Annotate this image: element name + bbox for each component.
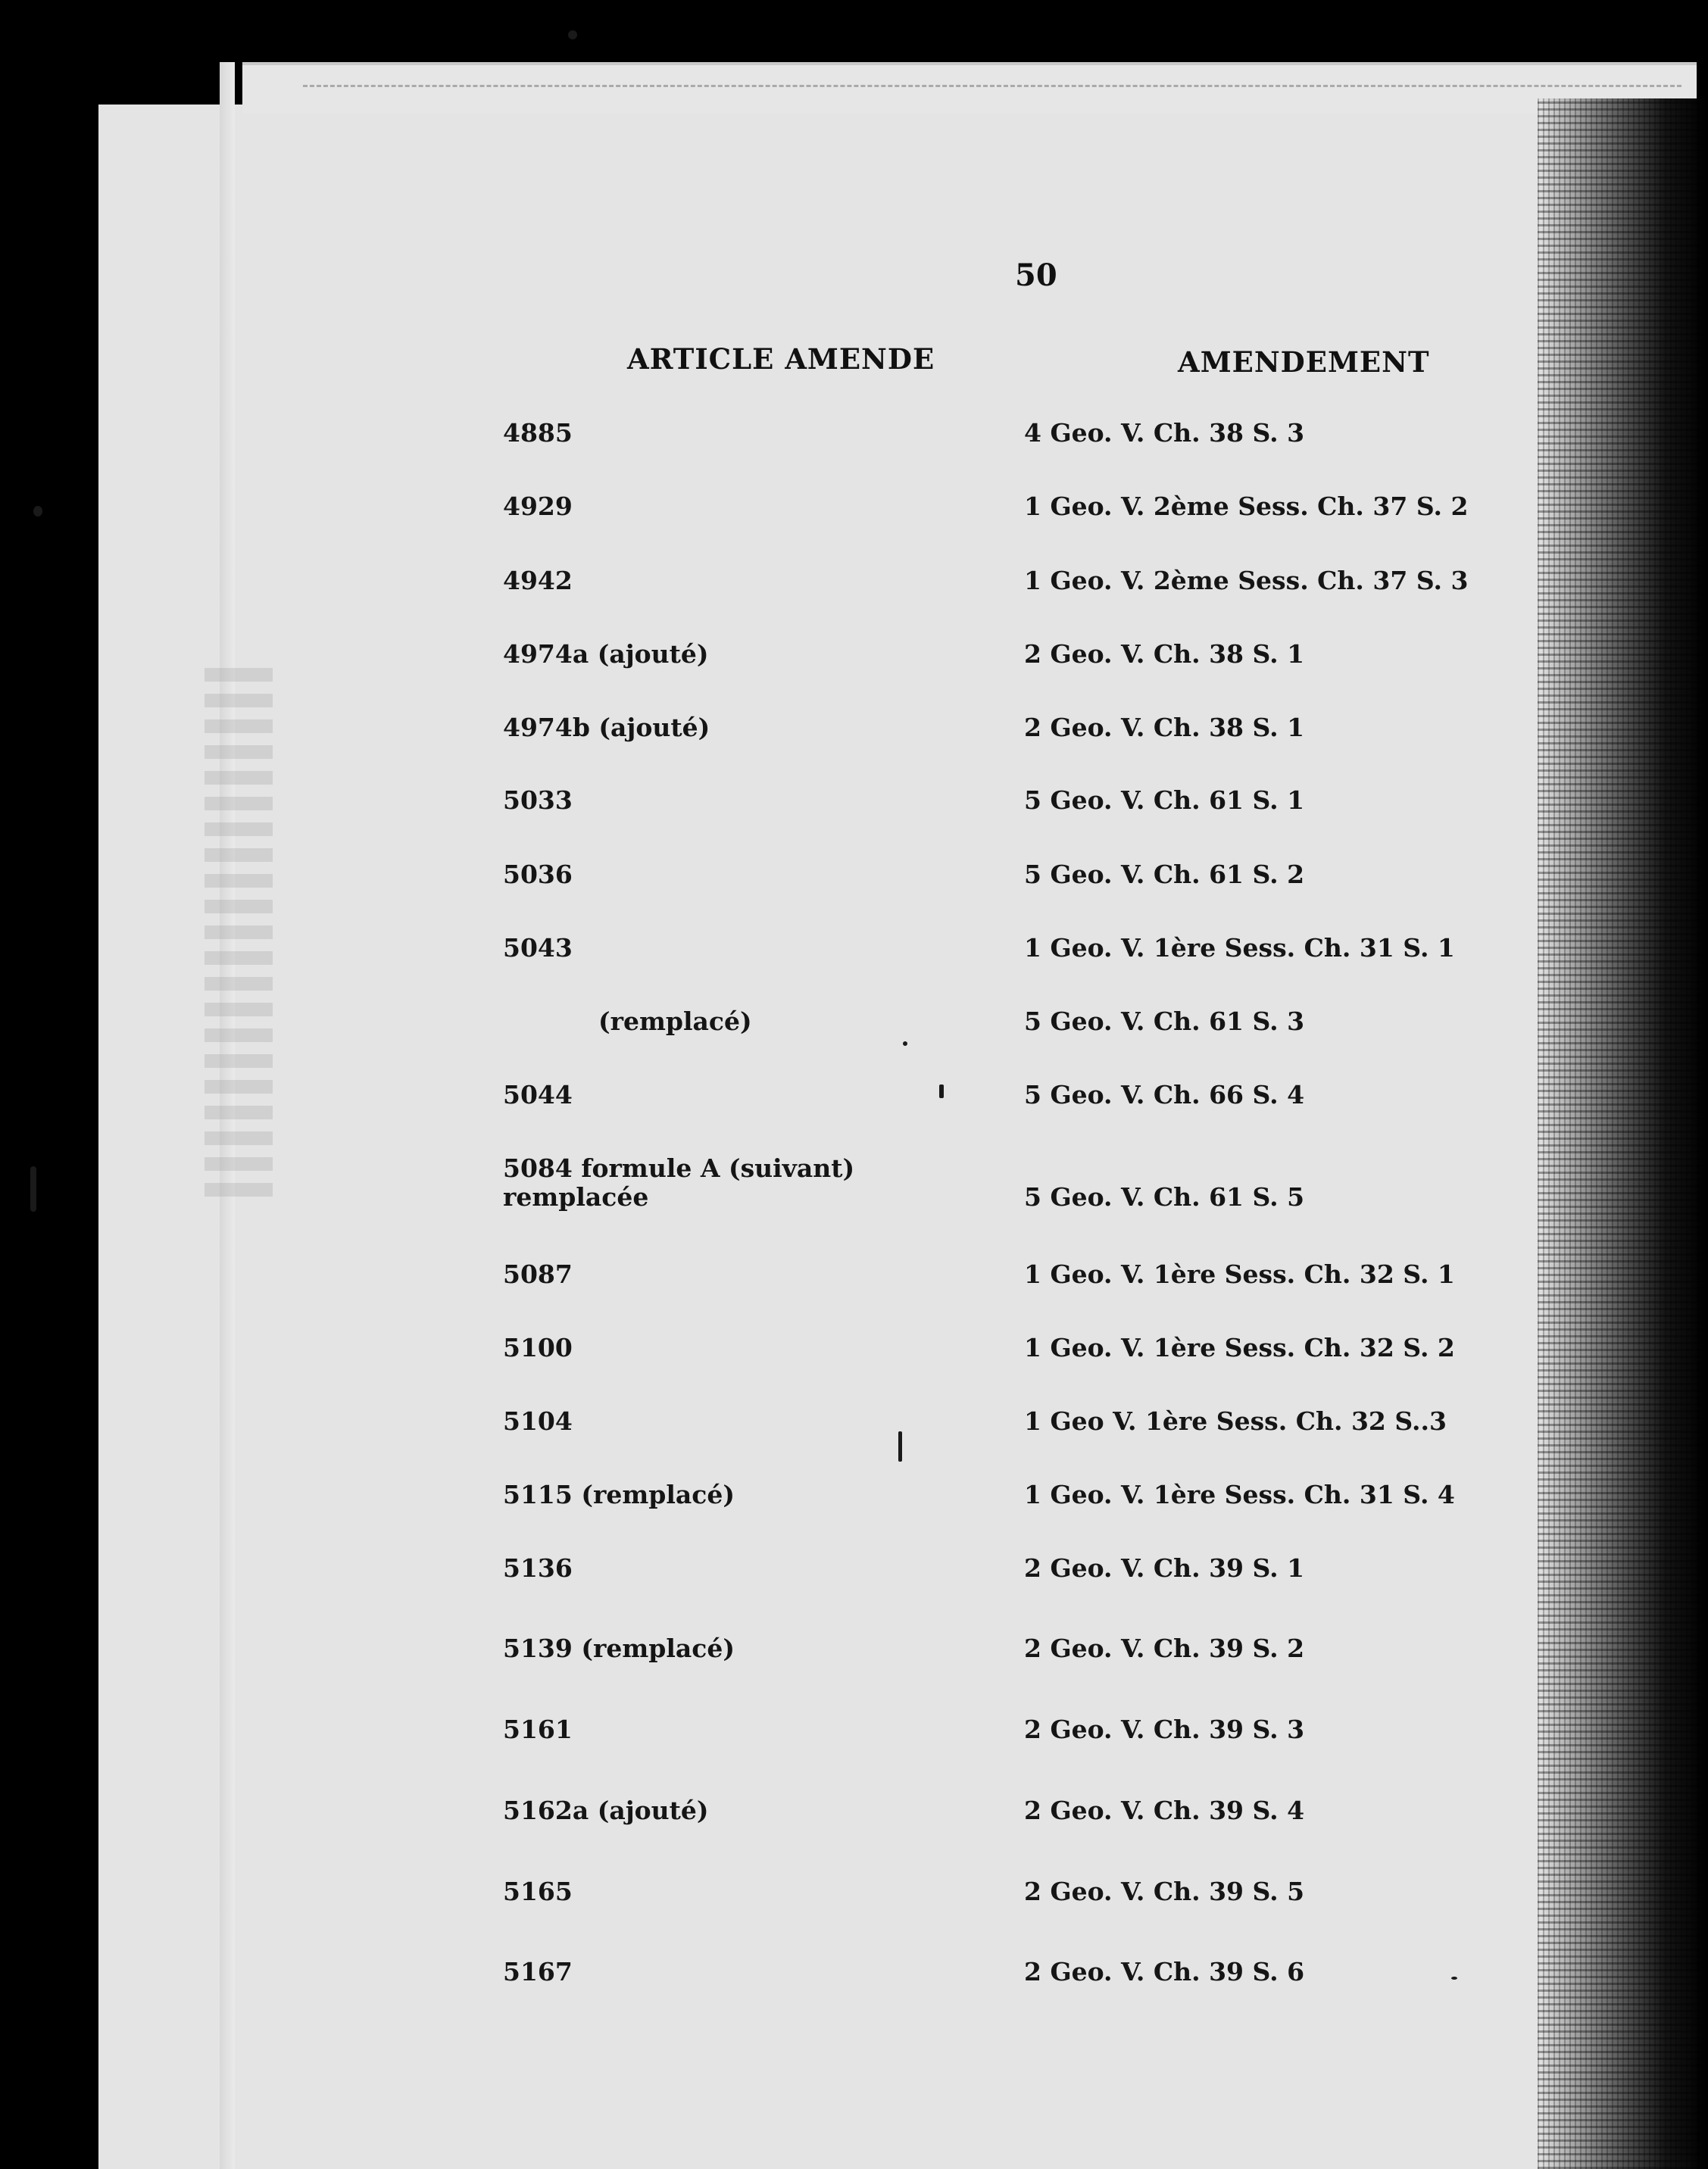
table-row (0, 860, 1708, 921)
table-row (0, 640, 1708, 701)
article-cell: (remplacé) (598, 1006, 752, 1036)
amendement-cell: 2 Geo. V. Ch. 38 S. 1 (1024, 639, 1305, 669)
amendement-cell: 5 Geo. V. Ch. 61 S. 5 (1024, 1182, 1305, 1212)
fold-line (303, 85, 1681, 87)
column-header-article: ARTICLE AMENDE (627, 342, 935, 376)
amendement-cell: 2 Geo. V. Ch. 39 S. 2 (1024, 1634, 1305, 1663)
page-number: 50 (1015, 257, 1057, 293)
scan-speck (939, 1084, 944, 1098)
amendement-cell: 4 Geo. V. Ch. 38 S. 3 (1024, 418, 1305, 448)
amendement-cell: 5 Geo. V. Ch. 61 S. 3 (1024, 1006, 1305, 1036)
scan-speck (33, 506, 42, 517)
amendement-cell: 1 Geo. V. 1ère Sess. Ch. 32 S. 1 (1024, 1259, 1455, 1289)
amendement-cell: 1 Geo V. 1ère Sess. Ch. 32 S..3 (1024, 1406, 1447, 1436)
article-cell: 5087 (503, 1259, 573, 1289)
article-cell: 4974a (ajouté) (503, 639, 709, 669)
amendement-cell: 1 Geo. V. 1ère Sess. Ch. 31 S. 1 (1024, 933, 1455, 963)
article-cell: 5084 formule A (suivant) remplacée (503, 1153, 855, 1212)
table-row (0, 1154, 1708, 1245)
amendement-cell: 2 Geo. V. Ch. 39 S. 4 (1024, 1796, 1305, 1825)
article-cell: 5161 (503, 1715, 573, 1744)
amendement-cell: 1 Geo. V. 1ère Sess. Ch. 31 S. 4 (1024, 1480, 1455, 1509)
scan-speck (30, 1166, 36, 1212)
table-row (0, 1007, 1708, 1068)
table-row (0, 1407, 1708, 1468)
amendement-cell: 2 Geo. V. Ch. 39 S. 3 (1024, 1715, 1305, 1744)
table-row (0, 1481, 1708, 1541)
scan-speck (1451, 1977, 1457, 1980)
amendement-cell: 1 Geo. V. 2ème Sess. Ch. 37 S. 2 (1024, 492, 1469, 521)
article-cell: 5100 (503, 1333, 573, 1362)
article-cell: 4885 (503, 418, 573, 448)
table-row (0, 786, 1708, 847)
table-row (0, 1260, 1708, 1321)
article-cell: 5104 (503, 1406, 573, 1436)
article-cell: 5139 (remplacé) (503, 1634, 735, 1663)
table-row (0, 566, 1708, 627)
page-fold-top (242, 62, 1697, 114)
table-row (0, 1081, 1708, 1141)
article-cell: 5044 (503, 1080, 573, 1109)
article-cell: 5167 (503, 1957, 573, 1986)
table-row (0, 934, 1708, 994)
table-row (0, 1634, 1708, 1695)
article-cell: 5165 (503, 1877, 573, 1906)
amendement-cell: 2 Geo. V. Ch. 38 S. 1 (1024, 713, 1305, 742)
article-cell: 5033 (503, 785, 573, 815)
table-row (0, 1715, 1708, 1776)
article-cell: 5115 (remplacé) (503, 1480, 735, 1509)
article-cell: 4942 (503, 566, 573, 595)
amendement-cell: 5 Geo. V. Ch. 61 S. 2 (1024, 860, 1305, 889)
table-row (0, 1796, 1708, 1857)
table-row (0, 1554, 1708, 1615)
table-row (0, 1334, 1708, 1394)
scan-speck (568, 30, 577, 39)
article-cell: 5043 (503, 933, 573, 963)
amendement-cell: 5 Geo. V. Ch. 66 S. 4 (1024, 1080, 1305, 1109)
article-cell: 5162a (ajouté) (503, 1796, 709, 1825)
scan-speck (898, 1431, 902, 1462)
table-row (0, 713, 1708, 774)
amendement-cell: 5 Geo. V. Ch. 61 S. 1 (1024, 785, 1305, 815)
amendement-cell: 2 Geo. V. Ch. 39 S. 6 (1024, 1957, 1305, 1986)
table-row (0, 1958, 1708, 2018)
amendement-cell: 1 Geo. V. 2ème Sess. Ch. 37 S. 3 (1024, 566, 1469, 595)
amendement-cell: 2 Geo. V. Ch. 39 S. 1 (1024, 1553, 1305, 1583)
table-row (0, 419, 1708, 479)
article-cell: 4974b (ajouté) (503, 713, 710, 742)
scan-speck (903, 1041, 907, 1046)
amendement-cell: 1 Geo. V. 1ère Sess. Ch. 32 S. 2 (1024, 1333, 1455, 1362)
amendement-cell: 2 Geo. V. Ch. 39 S. 5 (1024, 1877, 1305, 1906)
article-cell: 5036 (503, 860, 573, 889)
table-row (0, 1877, 1708, 1938)
article-cell: 4929 (503, 492, 573, 521)
table-row (0, 492, 1708, 553)
column-header-amendement: AMENDEMENT (1178, 345, 1430, 379)
article-cell: 5136 (503, 1553, 573, 1583)
